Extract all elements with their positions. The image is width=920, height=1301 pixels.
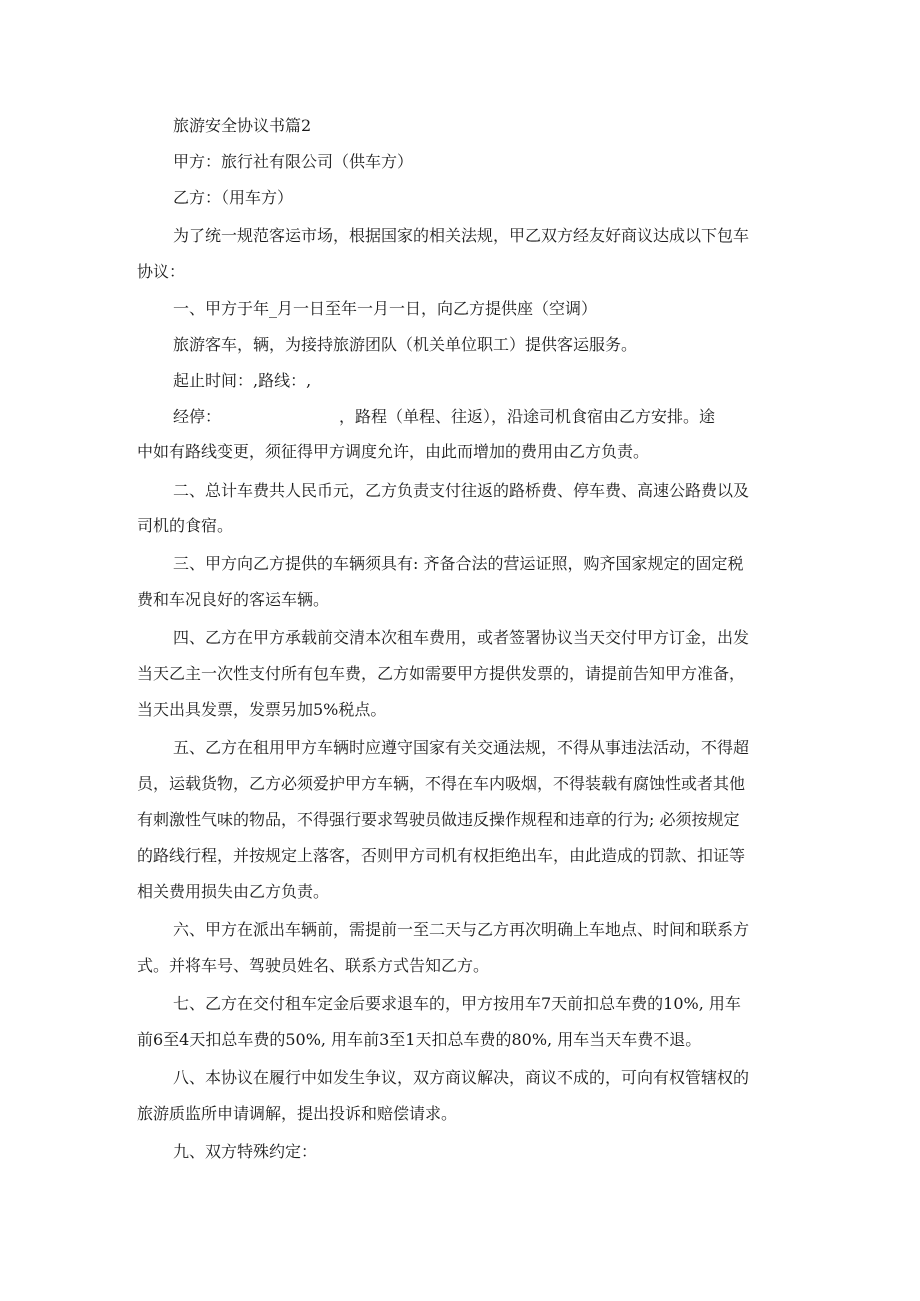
party-b: 乙方：（用车方） <box>173 188 294 207</box>
clause-4-line: 当天出具发票，发票另加5%税点。 <box>137 700 387 719</box>
intro-line: 协议： <box>137 262 186 281</box>
clause-6-line: 六、甲方在派出车辆前，需提前一至二天与乙方再次明确上车地点、时间和联系方 <box>173 920 750 939</box>
stops-text: ，路程（单程、往返），沿途司机食宿由乙方安排。途 <box>339 407 716 426</box>
clause-3-line: 费和车况良好的客运车辆。 <box>137 590 330 609</box>
party-a: 甲方：旅行社有限公司（供车方） <box>173 152 414 171</box>
clause-6-line: 式。并将车号、驾驶员姓名、联系方式告知乙方。 <box>137 956 490 975</box>
clause-5-line: 有刺激性气味的物品，不得强行要求驾驶员做违反操作规程和违章的行为; 必须按规定 <box>137 810 740 829</box>
clause-2-line: 二、总计车费共人民币元，乙方负责支付往返的路桥费、停车费、高速公路费以及 <box>173 481 750 500</box>
intro-line: 为了统一规范客运市场，根据国家的相关法规，甲乙双方经友好商议达成以下包车 <box>173 226 750 245</box>
clause-1-line: 一、甲方于年_月一日至年一月一日，向乙方提供座（空调） <box>173 299 598 318</box>
clause-4-line: 当天乙主一次性支付所有包车费，乙方如需要甲方提供发票的，请提前告知甲方准备， <box>137 664 746 683</box>
clause-5-line: 五、乙方在租用甲方车辆时应遵守国家有关交通法规，不得从事违法活动，不得超 <box>173 738 750 757</box>
clause-1-line: 旅游客车，辆，为接持旅游团队（机关单位职工）提供客运服务。 <box>173 335 638 354</box>
clause-5-line: 员，运载货物，乙方必须爱护甲方车辆，不得在车内吸烟，不得装载有腐蚀性或者其他 <box>137 774 746 793</box>
clause-7-line: 七、乙方在交付租车定金后要求退车的，甲方按用车7天前扣总车费的10%, 用车 <box>173 994 741 1013</box>
clause-4-line: 四、乙方在甲方承载前交清本次租车费用，或者签署协议当天交付甲方订金，出发 <box>173 628 750 647</box>
clause-8-line: 八、本协议在履行中如发生争议，双方商议解决，商议不成的，可向有权管辖权的 <box>173 1068 750 1087</box>
stops-label: 经停： <box>173 407 222 426</box>
clause-5-line: 相关费用损失由乙方负责。 <box>137 882 330 901</box>
clause-5-line: 的路线行程，并按规定上落客，否则甲方司机有权拒绝出车，由此造成的罚款、扣证等 <box>137 846 746 865</box>
clause-9-line: 九、双方特殊约定： <box>173 1142 318 1161</box>
clause-1-line: 起止时间：,路线：, <box>173 371 312 390</box>
clause-3-line: 三、甲方向乙方提供的车辆须具有: 齐备合法的营运证照，购齐国家规定的固定税 <box>173 554 744 573</box>
document-title: 旅游安全协议书篇2 <box>173 116 312 135</box>
stops-continuation: 中如有路线变更，须征得甲方调度允许，由此而增加的费用由乙方负责。 <box>137 442 650 461</box>
clause-2-line: 司机的食宿。 <box>137 516 234 535</box>
clause-7-line: 前6至4天扣总车费的50%, 用车前3至1天扣总车费的80%, 用车当天车费不退。 <box>137 1030 702 1049</box>
stops-line <box>173 407 715 427</box>
clause-8-line: 旅游质监所申请调解，提出投诉和赔偿请求。 <box>137 1104 458 1123</box>
